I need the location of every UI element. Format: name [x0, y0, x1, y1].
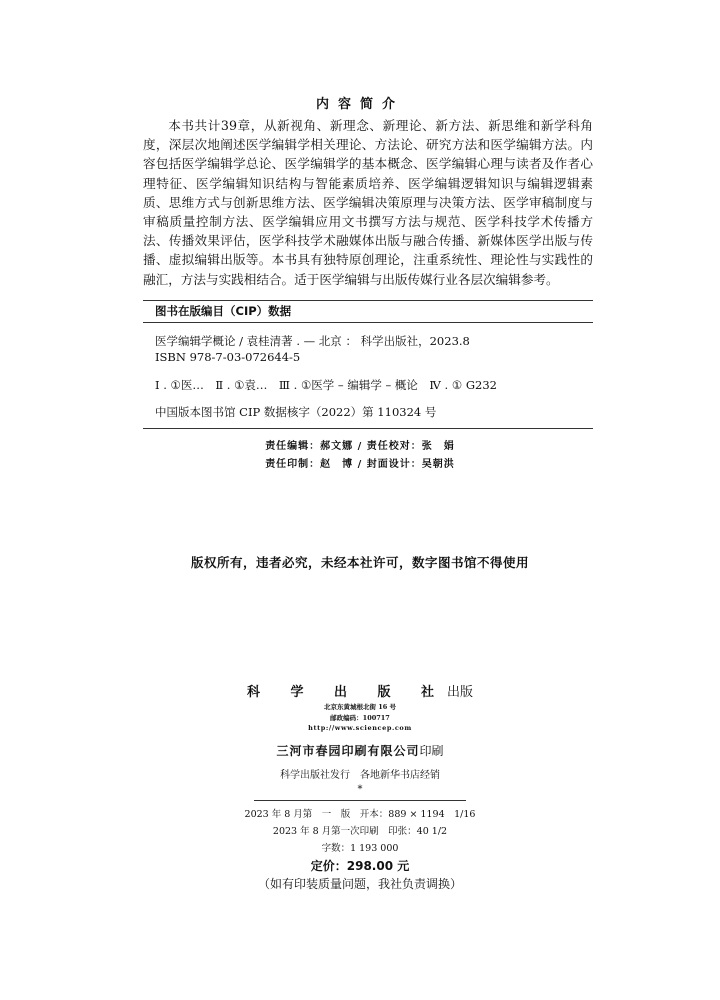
staff-production-line: 责任印制：赵 博 / 封面设计：吴朝洪 — [265, 459, 455, 470]
price: 定价：298.00 元 — [310, 859, 410, 873]
copyright-notice: 版权所有，违者必究，未经本社许可，数字图书馆不得使用 — [190, 555, 529, 570]
cip-isbn-line: ISBN 978-7-03-072644-5 — [155, 350, 301, 364]
separator-star: * — [357, 784, 363, 795]
cip-heading-rule — [143, 322, 593, 323]
cip-classification-line: Ⅰ . ①医… Ⅱ . ①袁… Ⅲ . ①医学 – 编辑学 – 概论 Ⅳ . ① G232 — [155, 378, 497, 392]
imprint-edition: 2023 年 8 月第 一 版 开本：889 × 1194 1/16 — [244, 809, 476, 820]
cip-record-line: 中国版本图书馆 CIP 数据核字（2022）第 110324 号 — [155, 405, 437, 419]
publisher-postcode: 邮政编码：100717 — [330, 714, 390, 722]
quality-notice: （如有印装质量问题，我社负责调换） — [257, 877, 462, 891]
imprint-rule — [254, 800, 466, 801]
distribution-line: 科学出版社发行 各地新华书店经销 — [280, 770, 440, 781]
cip-heading: 图书在版编目（CIP）数据 — [155, 304, 292, 318]
cip-bottom-rule — [143, 428, 593, 429]
cip-title-line: 医学编辑学概论 / 袁桂清著 . — 北京 ： 科学出版社，2023.8 — [155, 334, 470, 348]
printer-line — [0, 742, 720, 759]
imprint-printing: 2023 年 8 月第一次印刷 印张：40 1/2 — [272, 826, 448, 837]
cip-top-rule — [143, 300, 593, 301]
staff-editors-line: 责任编辑：郝文娜 / 责任校对：张 娟 — [265, 441, 455, 452]
publisher-line — [0, 681, 720, 700]
publisher-name: 科 学 出 版 社 — [246, 685, 448, 700]
summary-body: 本书共计39章，从新视角、新理念、新理论、新方法、新思维和新学科角度，深层次地阐述医学编辑学相关理论、方法论、研究方法和医学编辑方法。内容包括医学编辑学总论、医学编辑学的基本概念、医学编辑心理与读者及作者心理特征、医学编辑知识结构与智能素质培养、医学编辑逻辑知识与编辑逻辑素质、思维方式与创新思维方法、医学编辑决策原理与决策方法、医学审稿制度与审稿质量控制方法、医学编辑应用文书撰写方法与规范、医学科技学术传播方法、传播效果评估，医学科技学术融媒体出版与融合传播、新媒体医学出版与传播、虚拟编辑出版等。本书具有独特原创理论，注重系统性、理论性与实践性的融汇，方法与实践相结合。适于医学编辑与出版传媒行业各层次编辑参考。 — [143, 118, 593, 287]
printer-name: 三河市春园印刷有限公司 — [276, 744, 420, 758]
publisher-suffix: 出版 — [447, 685, 474, 700]
publisher-url: http://www.sciencep.com — [308, 724, 412, 732]
imprint-wordcount: 字数：1 193 000 — [321, 843, 399, 854]
publisher-address: 北京东黄城根北街 16 号 — [323, 703, 397, 711]
summary-title: 内容简介 — [315, 97, 404, 112]
printer-suffix: 印刷 — [419, 744, 444, 758]
